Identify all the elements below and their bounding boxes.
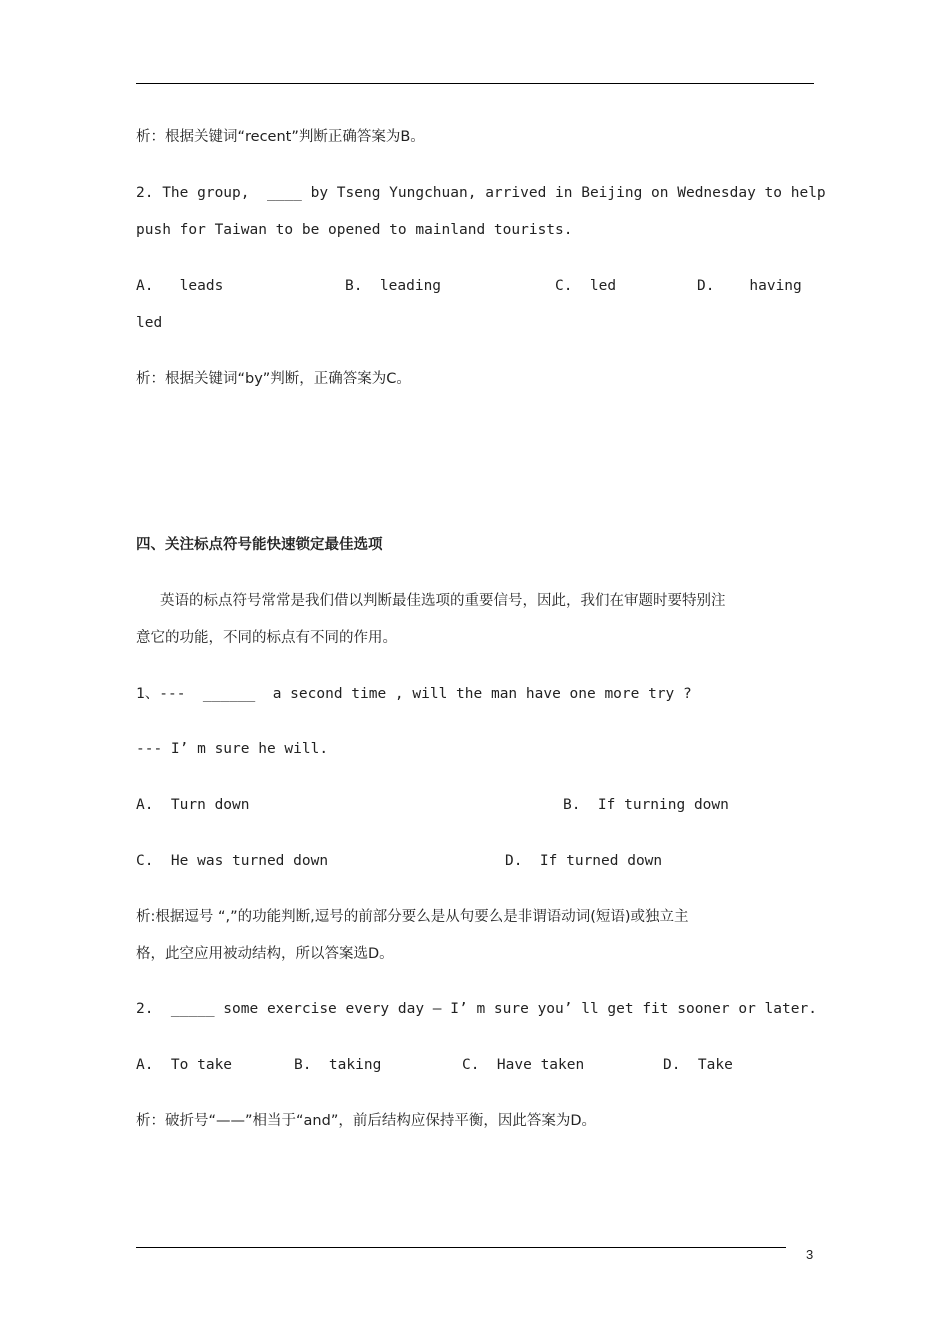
ex1-answer: --- I’ m sure he will.	[136, 741, 329, 757]
ex2-question: 2. _____ some exercise every day — I’ m sure you’ ll get fit sooner or later.	[136, 1001, 817, 1017]
page-number: 3	[806, 1247, 814, 1262]
q2-option-b: B. leading	[345, 278, 442, 294]
q2-stem-line1: 2. The group, ____ by Tseng Yungchuan, arrived in Beijing on Wednesday to help	[136, 185, 826, 201]
ex2-option-d: D. Take	[663, 1057, 733, 1073]
ex2-option-b: B. taking	[294, 1057, 382, 1073]
q2-option-d-cont: led	[136, 315, 163, 331]
section-heading: 四、关注标点符号能快速锁定最佳选项	[136, 537, 383, 553]
ex2-option-a: A. To take	[136, 1057, 233, 1073]
ex1-analysis-line1: 析:根据逗号 “,”的功能判断,逗号的前部分要么是从句要么是非谓语动词(短语)或独立主	[136, 909, 689, 925]
section-intro-line1: 英语的标点符号常常是我们借以判断最佳选项的重要信号，因此，我们在审题时要特别注	[160, 593, 726, 609]
ex1-option-c: C. He was turned down	[136, 853, 329, 869]
q2-analysis: 析：根据关键词“by”判断，正确答案为C。	[136, 371, 411, 387]
ex1-option-a: A. Turn down	[136, 797, 250, 813]
header-rule	[136, 83, 814, 84]
ex1-question: 1、--- ______ a second time , will the man have one more try ?	[136, 686, 692, 702]
footer-rule	[136, 1247, 786, 1248]
ex1-option-b: B. If turning down	[563, 797, 729, 813]
ex2-option-c: C. Have taken	[462, 1057, 585, 1073]
q2-option-c: C. led	[555, 278, 617, 294]
q2-stem-line2: push for Taiwan to be opened to mainland tourists.	[136, 222, 573, 238]
ex1-option-d: D. If turned down	[505, 853, 663, 869]
ex2-analysis: 析：破折号“——”相当于“and”，前后结构应保持平衡，因此答案为D。	[136, 1113, 596, 1129]
section-intro-line2: 意它的功能，不同的标点有不同的作用。	[136, 630, 397, 646]
q2-option-a: A. leads	[136, 278, 224, 294]
prev-analysis: 析：根据关键词“recent”判断正确答案为B。	[136, 129, 425, 145]
ex1-analysis-line2: 格，此空应用被动结构，所以答案选D。	[136, 946, 394, 962]
q2-option-d: D. having	[697, 278, 802, 294]
